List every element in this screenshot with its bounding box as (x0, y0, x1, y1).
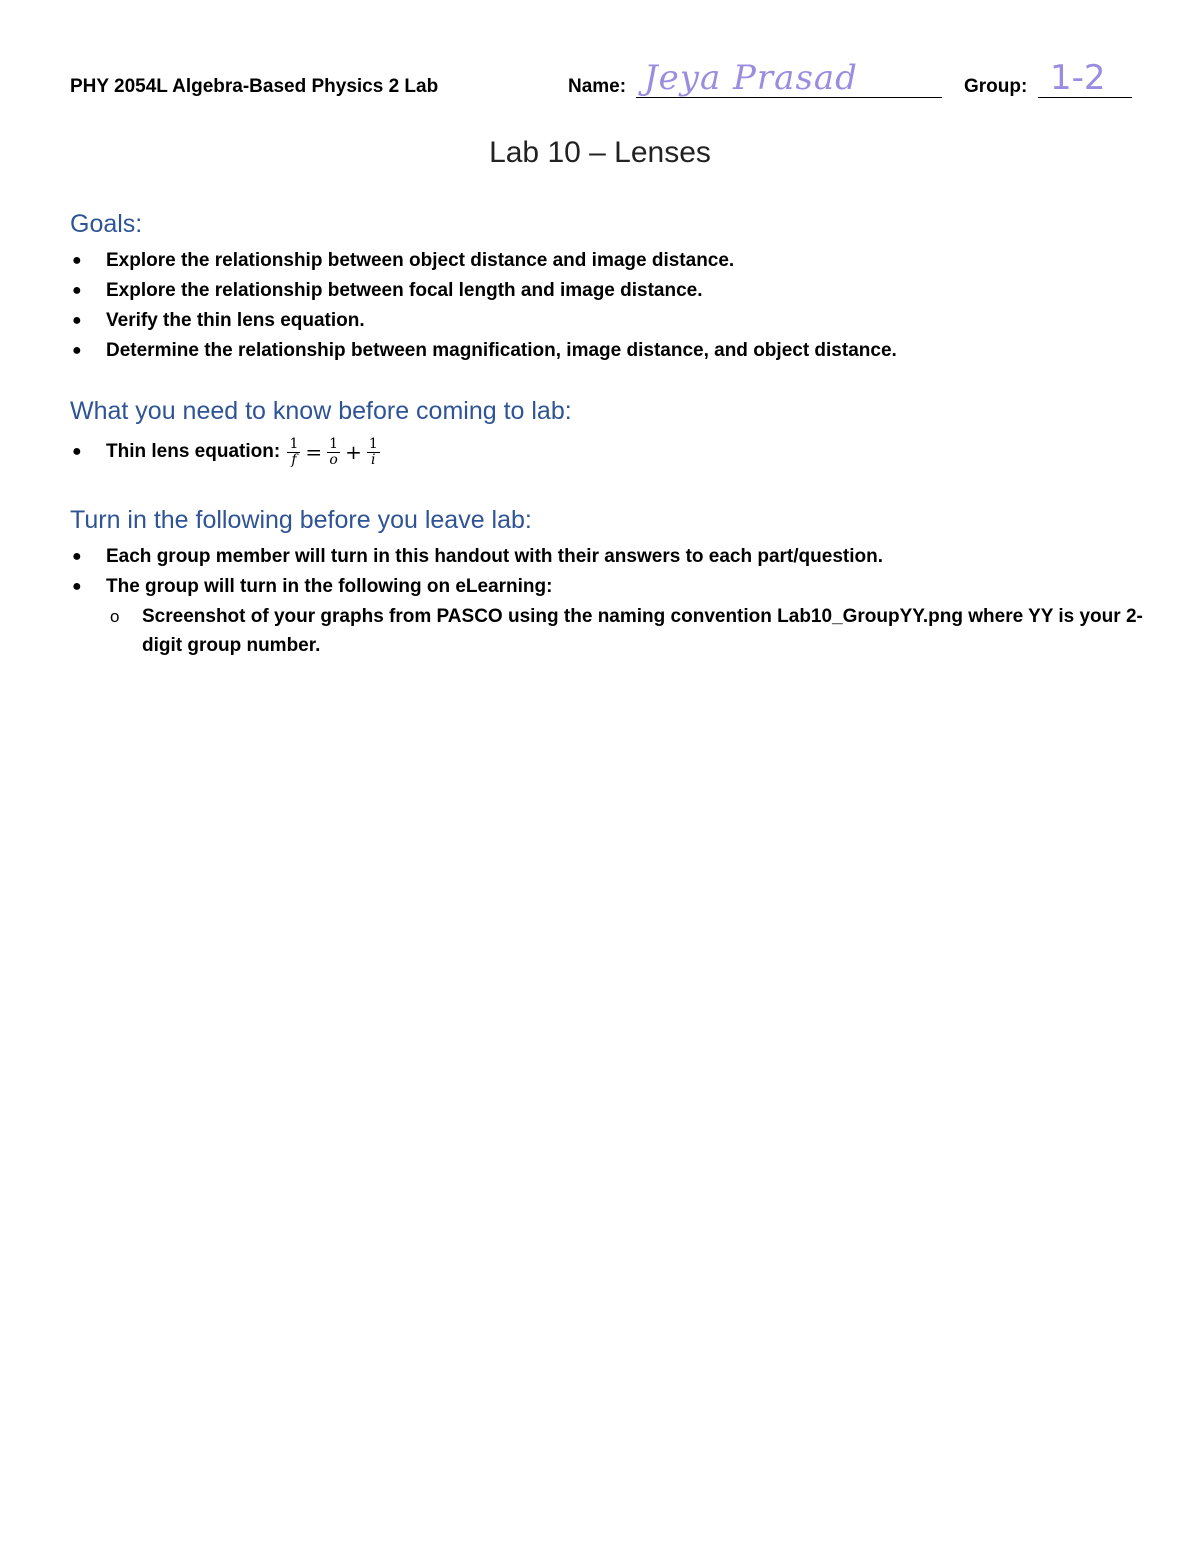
bullet-icon: ● (72, 282, 82, 299)
turn-in-sub-list (106, 602, 1156, 660)
list-item (70, 542, 1156, 572)
turn-in-heading: Turn in the following before you leave lab: (70, 506, 532, 534)
goal-text: Explore the relationship between object distance and image distance. (106, 250, 735, 271)
name-label: Name: (568, 76, 627, 97)
course-title: PHY 2054L Algebra-Based Physics 2 Lab (70, 76, 439, 97)
list-item (70, 276, 897, 306)
fraction-one-over-o: $\frac{1}{o}$ (329, 435, 339, 468)
page-title: Lab 10 – Lenses (489, 136, 711, 169)
goal-text: Determine the relationship between magnification, image distance, and object distance. (106, 340, 897, 361)
goal-text: Verify the thin lens equation. (106, 310, 365, 331)
bullet-icon: ● (72, 312, 82, 329)
list-item (70, 433, 382, 471)
page-header (70, 58, 1132, 112)
turn-in-text: Each group member will turn in this handout with their answers to each part/question. (106, 546, 883, 567)
turn-in-text: The group will turn in the following on eLearning: (106, 576, 553, 597)
bullet-icon: ● (72, 342, 82, 359)
circle-bullet-icon: o (110, 607, 120, 626)
group-handwritten-value: 1-2 (1050, 58, 1106, 98)
fraction-one-over-i: $\frac{1}{i}$ (368, 435, 378, 468)
goal-text: Explore the relationship between focal length and image distance. (106, 280, 703, 301)
turn-in-list (70, 542, 1156, 660)
list-item (70, 336, 897, 366)
prerequisites-heading: What you need to know before coming to lab: (70, 397, 572, 425)
bullet-icon: ● (72, 578, 82, 595)
plus-sign: + (345, 440, 362, 464)
bullet-icon: ● (72, 548, 82, 565)
bullet-icon: ● (72, 252, 82, 269)
equals-sign: = (305, 440, 323, 464)
list-item (70, 306, 897, 336)
bullet-icon: ● (72, 443, 82, 460)
prerequisites-list (70, 433, 382, 471)
sub-item-text: Screenshot of your graphs from PASCO using the naming convention Lab10_GroupYY.png where YY is your 2-digit group number. (142, 606, 1143, 656)
sub-list-item (106, 602, 1156, 660)
fraction-one-over-f: $\frac{1}{f}$ (289, 435, 299, 468)
goals-heading: Goals: (70, 210, 143, 238)
group-label: Group: (964, 76, 1028, 97)
name-handwritten-value: Jeya Prasad (644, 58, 858, 98)
list-item (70, 572, 1156, 660)
list-item (70, 246, 897, 276)
equation-label: Thin lens equation: (106, 441, 281, 463)
goals-list (70, 246, 897, 366)
